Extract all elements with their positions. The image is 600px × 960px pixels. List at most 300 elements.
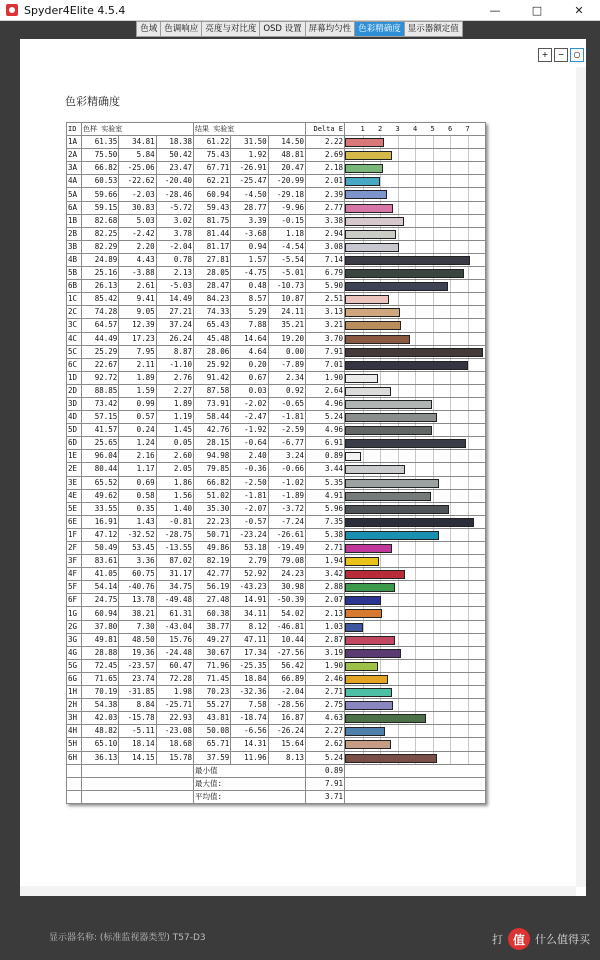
delta-e-value: 1.90 bbox=[306, 659, 345, 672]
zoom-in-icon[interactable]: + bbox=[538, 48, 552, 62]
measured-lab-value: -3.72 bbox=[268, 502, 305, 515]
patch-id: 6E bbox=[67, 515, 82, 528]
patch-id: 2A bbox=[67, 149, 82, 162]
reference-lab-value: 41.57 bbox=[82, 424, 119, 437]
measured-lab-value: 79.08 bbox=[268, 555, 305, 568]
measured-lab-value: 48.81 bbox=[268, 149, 305, 162]
reference-lab-value: 9.41 bbox=[119, 293, 156, 306]
reference-lab-value: 33.55 bbox=[82, 502, 119, 515]
delta-e-value: 2.75 bbox=[306, 699, 345, 712]
reference-lab-value: 70.19 bbox=[82, 686, 119, 699]
reference-lab-value: 85.42 bbox=[82, 293, 119, 306]
delta-e-bar-cell bbox=[345, 319, 486, 332]
measured-lab-value: -5.01 bbox=[268, 267, 305, 280]
measured-lab-value: 0.48 bbox=[231, 280, 268, 293]
patch-id: 1G bbox=[67, 607, 82, 620]
measured-lab-value: 0.94 bbox=[231, 240, 268, 253]
reference-lab-value: 61.31 bbox=[156, 607, 193, 620]
reference-lab-value: 1.89 bbox=[119, 371, 156, 384]
measured-lab-value: 5.29 bbox=[231, 306, 268, 319]
delta-e-value: 2.64 bbox=[306, 384, 345, 397]
reference-lab-value: 59.66 bbox=[82, 188, 119, 201]
delta-e-bar bbox=[345, 295, 389, 304]
delta-e-bar-cell bbox=[345, 411, 486, 424]
table-row bbox=[67, 633, 486, 646]
header-delta-e: Delta E bbox=[306, 123, 345, 136]
measured-lab-value: 35.30 bbox=[193, 502, 230, 515]
measured-lab-value: 70.23 bbox=[193, 686, 230, 699]
summary-label: 平均值: bbox=[193, 790, 305, 803]
patch-id: 2C bbox=[67, 306, 82, 319]
delta-e-value: 5.38 bbox=[306, 528, 345, 541]
measured-lab-value: -46.81 bbox=[268, 620, 305, 633]
reference-lab-value: 0.58 bbox=[119, 489, 156, 502]
delta-e-value: 2.94 bbox=[306, 227, 345, 240]
reference-lab-value: 41.05 bbox=[82, 568, 119, 581]
table-row bbox=[67, 502, 486, 515]
measured-lab-value: 2.79 bbox=[231, 555, 268, 568]
delta-e-value: 5.35 bbox=[306, 476, 345, 489]
summary-row bbox=[67, 777, 486, 790]
reference-lab-value: 2.60 bbox=[156, 450, 193, 463]
reference-lab-value: 50.42 bbox=[156, 149, 193, 162]
measured-lab-value: 94.98 bbox=[193, 450, 230, 463]
delta-e-bar bbox=[345, 714, 426, 723]
reference-lab-value: -3.88 bbox=[119, 267, 156, 280]
measured-lab-value: 15.64 bbox=[268, 738, 305, 751]
delta-e-bar bbox=[345, 256, 470, 265]
patch-id: 1B bbox=[67, 214, 82, 227]
reference-lab-value: -5.72 bbox=[156, 201, 193, 214]
measured-lab-value: 3.39 bbox=[231, 214, 268, 227]
reference-lab-value: 50.49 bbox=[82, 542, 119, 555]
summary-spacer bbox=[82, 764, 194, 777]
reference-lab-value: 8.84 bbox=[119, 699, 156, 712]
delta-e-value: 5.90 bbox=[306, 280, 345, 293]
measured-lab-value: 58.44 bbox=[193, 411, 230, 424]
tab-6[interactable]: 显示器额定值 bbox=[404, 21, 463, 37]
delta-e-bar-cell bbox=[345, 188, 486, 201]
measured-lab-value: 61.22 bbox=[193, 136, 230, 149]
measured-lab-value: 34.11 bbox=[231, 607, 268, 620]
table-row bbox=[67, 306, 486, 319]
patch-id: 2G bbox=[67, 620, 82, 633]
table-row bbox=[67, 424, 486, 437]
maximize-icon[interactable]: □ bbox=[531, 3, 543, 17]
measured-lab-value: 65.71 bbox=[193, 738, 230, 751]
measured-lab-value: 73.91 bbox=[193, 397, 230, 410]
reference-lab-value: -49.48 bbox=[156, 594, 193, 607]
measured-lab-value: 28.47 bbox=[193, 280, 230, 293]
measured-lab-value: 37.59 bbox=[193, 751, 230, 764]
reference-lab-value: 1.17 bbox=[119, 463, 156, 476]
reference-lab-value: 1.43 bbox=[119, 515, 156, 528]
delta-e-bar-cell bbox=[345, 712, 486, 725]
reference-lab-value: -25.06 bbox=[119, 162, 156, 175]
tick-label: 3 bbox=[395, 125, 400, 134]
tab-0[interactable]: 色域 bbox=[136, 21, 161, 37]
patch-id: 6B bbox=[67, 280, 82, 293]
measured-lab-value: -1.81 bbox=[268, 411, 305, 424]
reference-lab-value: 75.50 bbox=[82, 149, 119, 162]
patch-id: 3C bbox=[67, 319, 82, 332]
delta-e-bar bbox=[345, 479, 439, 488]
delta-e-bar-cell bbox=[345, 240, 486, 253]
reference-lab-value: -13.55 bbox=[156, 542, 193, 555]
reference-lab-value: 25.16 bbox=[82, 267, 119, 280]
delta-e-value: 2.71 bbox=[306, 686, 345, 699]
close-icon[interactable]: ✕ bbox=[574, 3, 584, 17]
patch-id: 5G bbox=[67, 659, 82, 672]
summary-bar-cell bbox=[345, 777, 486, 790]
delta-e-value: 2.46 bbox=[306, 672, 345, 685]
patch-id: 4B bbox=[67, 253, 82, 266]
measured-lab-value: 91.42 bbox=[193, 371, 230, 384]
measured-lab-value: 10.44 bbox=[268, 633, 305, 646]
delta-e-bar-cell bbox=[345, 293, 486, 306]
delta-e-bar-cell bbox=[345, 489, 486, 502]
measured-lab-value: -0.65 bbox=[268, 397, 305, 410]
reference-lab-value: 60.53 bbox=[82, 175, 119, 188]
reference-lab-value: 5.84 bbox=[119, 149, 156, 162]
delta-e-value: 3.13 bbox=[306, 306, 345, 319]
measured-lab-value: 81.44 bbox=[193, 227, 230, 240]
delta-e-bar-cell bbox=[345, 214, 486, 227]
tab-1[interactable]: 色调响应 bbox=[160, 21, 202, 37]
reference-lab-value: -5.03 bbox=[156, 280, 193, 293]
measured-lab-value: 71.45 bbox=[193, 672, 230, 685]
patch-id: 3B bbox=[67, 240, 82, 253]
measured-lab-value: -2.07 bbox=[231, 502, 268, 515]
summary-spacer bbox=[82, 777, 194, 790]
patch-id: 4H bbox=[67, 725, 82, 738]
reference-lab-value: 72.45 bbox=[82, 659, 119, 672]
measured-lab-value: -2.50 bbox=[231, 476, 268, 489]
window-controls bbox=[474, 0, 600, 20]
delta-e-bar-cell bbox=[345, 581, 486, 594]
table-row bbox=[67, 319, 486, 332]
delta-e-value: 0.89 bbox=[306, 450, 345, 463]
reference-lab-value: 34.75 bbox=[156, 581, 193, 594]
patch-id: 1C bbox=[67, 293, 82, 306]
reference-lab-value: 5.03 bbox=[119, 214, 156, 227]
table-row bbox=[67, 162, 486, 175]
table-row bbox=[67, 542, 486, 555]
measured-lab-value: 16.87 bbox=[268, 712, 305, 725]
measured-lab-value: 30.67 bbox=[193, 646, 230, 659]
tab-4[interactable]: 屏幕均匀性 bbox=[305, 21, 356, 37]
delta-e-bar bbox=[345, 243, 399, 252]
table-row bbox=[67, 175, 486, 188]
patch-id: 3H bbox=[67, 712, 82, 725]
delta-e-value: 2.07 bbox=[306, 594, 345, 607]
summary-value: 7.91 bbox=[306, 777, 345, 790]
delta-e-bar-cell bbox=[345, 345, 486, 358]
tab-3[interactable]: OSD 设置 bbox=[259, 21, 305, 37]
delta-e-value: 2.18 bbox=[306, 162, 345, 175]
measured-lab-value: 62.21 bbox=[193, 175, 230, 188]
patch-id: 1F bbox=[67, 528, 82, 541]
delta-e-bar-cell bbox=[345, 280, 486, 293]
delta-e-bar bbox=[345, 374, 378, 383]
measured-lab-value: 1.92 bbox=[231, 149, 268, 162]
delta-e-value: 2.87 bbox=[306, 633, 345, 646]
reference-lab-value: -2.03 bbox=[119, 188, 156, 201]
patch-id: 5B bbox=[67, 267, 82, 280]
reference-lab-value: 0.69 bbox=[119, 476, 156, 489]
table-row bbox=[67, 267, 486, 280]
table-row bbox=[67, 411, 486, 424]
reference-lab-value: 14.49 bbox=[156, 293, 193, 306]
delta-e-value: 1.03 bbox=[306, 620, 345, 633]
patch-id: 6F bbox=[67, 594, 82, 607]
delta-e-value: 3.21 bbox=[306, 319, 345, 332]
measured-lab-value: 2.40 bbox=[231, 450, 268, 463]
delta-e-bar bbox=[345, 675, 388, 684]
delta-e-bar-cell bbox=[345, 672, 486, 685]
delta-e-bar bbox=[345, 282, 448, 291]
measured-lab-value: -25.47 bbox=[231, 175, 268, 188]
measured-lab-value: 31.50 bbox=[231, 136, 268, 149]
delta-e-bar bbox=[345, 544, 392, 553]
table-row bbox=[67, 332, 486, 345]
patch-id: 2B bbox=[67, 227, 82, 240]
measured-lab-value: -2.04 bbox=[268, 686, 305, 699]
measured-lab-value: -32.36 bbox=[231, 686, 268, 699]
summary-spacer bbox=[67, 790, 82, 803]
measured-lab-value: 71.96 bbox=[193, 659, 230, 672]
reference-lab-value: 3.78 bbox=[156, 227, 193, 240]
table-row bbox=[67, 594, 486, 607]
table-row bbox=[67, 712, 486, 725]
delta-e-value: 3.70 bbox=[306, 332, 345, 345]
measured-lab-value: 81.17 bbox=[193, 240, 230, 253]
measured-lab-value: 27.81 bbox=[193, 253, 230, 266]
patch-id: 1A bbox=[67, 136, 82, 149]
delta-e-value: 6.79 bbox=[306, 267, 345, 280]
measured-lab-value: 87.58 bbox=[193, 384, 230, 397]
measured-lab-value: 14.91 bbox=[231, 594, 268, 607]
measured-lab-value: 59.43 bbox=[193, 201, 230, 214]
measured-lab-value: 4.64 bbox=[231, 345, 268, 358]
delta-e-bar-cell bbox=[345, 751, 486, 764]
table-row bbox=[67, 345, 486, 358]
vertical-scrollbar[interactable] bbox=[576, 67, 586, 887]
measured-lab-value: 0.67 bbox=[231, 371, 268, 384]
measured-lab-value: -0.36 bbox=[231, 463, 268, 476]
delta-e-bar-cell bbox=[345, 738, 486, 751]
delta-e-bar-cell bbox=[345, 136, 486, 149]
measured-lab-value: 17.34 bbox=[231, 646, 268, 659]
measured-lab-value: 56.19 bbox=[193, 581, 230, 594]
measured-lab-value: 8.13 bbox=[268, 751, 305, 764]
measured-lab-value: -0.57 bbox=[231, 515, 268, 528]
reference-lab-value: 1.45 bbox=[156, 424, 193, 437]
measured-lab-value: 42.76 bbox=[193, 424, 230, 437]
header-measured-lab: 结果 实验室 bbox=[193, 123, 305, 136]
patch-id: 5H bbox=[67, 738, 82, 751]
reference-lab-value: 60.94 bbox=[82, 607, 119, 620]
measured-lab-value: -25.35 bbox=[231, 659, 268, 672]
patch-id: 4D bbox=[67, 411, 82, 424]
tick-label: 7 bbox=[465, 125, 470, 134]
tab-2[interactable]: 亮度与对比度 bbox=[201, 21, 260, 37]
zoom-fit-icon[interactable]: ○ bbox=[570, 48, 584, 62]
delta-e-bar bbox=[345, 465, 405, 474]
table-row bbox=[67, 463, 486, 476]
delta-e-value: 3.08 bbox=[306, 240, 345, 253]
delta-e-bar bbox=[345, 335, 410, 344]
reference-lab-value: 49.81 bbox=[82, 633, 119, 646]
reference-lab-value: 15.78 bbox=[156, 751, 193, 764]
measured-lab-value: 43.81 bbox=[193, 712, 230, 725]
table-row bbox=[67, 397, 486, 410]
delta-e-bar-cell bbox=[345, 306, 486, 319]
reference-lab-value: 25.65 bbox=[82, 437, 119, 450]
table-row bbox=[67, 437, 486, 450]
delta-e-bar bbox=[345, 518, 474, 527]
table-row bbox=[67, 476, 486, 489]
delta-e-bar bbox=[345, 727, 385, 736]
reference-lab-value: 73.42 bbox=[82, 397, 119, 410]
delta-e-bar-cell bbox=[345, 594, 486, 607]
reference-lab-value: 34.81 bbox=[119, 136, 156, 149]
reference-lab-value: 60.75 bbox=[119, 568, 156, 581]
delta-e-bar-cell bbox=[345, 450, 486, 463]
tick-label: 4 bbox=[413, 125, 418, 134]
delta-e-bar bbox=[345, 649, 401, 658]
delta-e-value: 2.69 bbox=[306, 149, 345, 162]
delta-e-bar bbox=[345, 492, 431, 501]
print-button[interactable]: 打 bbox=[492, 933, 503, 946]
reference-lab-value: 22.93 bbox=[156, 712, 193, 725]
reference-lab-value: -40.76 bbox=[119, 581, 156, 594]
delta-e-bar bbox=[345, 217, 404, 226]
patch-id: 6G bbox=[67, 672, 82, 685]
measured-lab-value: 7.88 bbox=[231, 319, 268, 332]
measured-lab-value: -1.92 bbox=[231, 424, 268, 437]
delta-e-bar-cell bbox=[345, 227, 486, 240]
reference-lab-value: 31.17 bbox=[156, 568, 193, 581]
measured-lab-value: 18.84 bbox=[231, 672, 268, 685]
reference-lab-value: 65.52 bbox=[82, 476, 119, 489]
reference-lab-value: 4.43 bbox=[119, 253, 156, 266]
delta-e-bar-cell bbox=[345, 568, 486, 581]
reference-lab-value: 0.35 bbox=[119, 502, 156, 515]
reference-lab-value: 38.21 bbox=[119, 607, 156, 620]
delta-e-bar-cell bbox=[345, 686, 486, 699]
measured-lab-value: -26.61 bbox=[268, 528, 305, 541]
reference-lab-value: 24.89 bbox=[82, 253, 119, 266]
delta-e-bar bbox=[345, 636, 395, 645]
measured-lab-value: 10.87 bbox=[268, 293, 305, 306]
zoom-out-icon[interactable]: − bbox=[554, 48, 568, 62]
table-row bbox=[67, 293, 486, 306]
patch-id: 2H bbox=[67, 699, 82, 712]
reference-lab-value: 18.68 bbox=[156, 738, 193, 751]
measured-lab-value: 79.85 bbox=[193, 463, 230, 476]
measured-lab-value: 82.19 bbox=[193, 555, 230, 568]
watermark-text: 什么值得买 bbox=[535, 933, 590, 946]
reference-lab-value: 49.62 bbox=[82, 489, 119, 502]
measured-lab-value: 67.71 bbox=[193, 162, 230, 175]
delta-e-bar-cell bbox=[345, 620, 486, 633]
reference-lab-value: -23.57 bbox=[119, 659, 156, 672]
reference-lab-value: -31.85 bbox=[119, 686, 156, 699]
reference-lab-value: 7.30 bbox=[119, 620, 156, 633]
minimize-icon[interactable]: — bbox=[489, 3, 501, 17]
delta-e-bar bbox=[345, 740, 391, 749]
measured-lab-value: 42.77 bbox=[193, 568, 230, 581]
measured-lab-value: 65.43 bbox=[193, 319, 230, 332]
measured-lab-value: 28.05 bbox=[193, 267, 230, 280]
reference-lab-value: 48.82 bbox=[82, 725, 119, 738]
measured-lab-value: 56.42 bbox=[268, 659, 305, 672]
measured-lab-value: -0.15 bbox=[268, 214, 305, 227]
reference-lab-value: 26.24 bbox=[156, 332, 193, 345]
reference-lab-value: 9.05 bbox=[119, 306, 156, 319]
measured-lab-value: 24.11 bbox=[268, 306, 305, 319]
reference-lab-value: -32.52 bbox=[119, 528, 156, 541]
reference-lab-value: 0.99 bbox=[119, 397, 156, 410]
measured-lab-value: -10.73 bbox=[268, 280, 305, 293]
reference-lab-value: 71.65 bbox=[82, 672, 119, 685]
measured-lab-value: 2.34 bbox=[268, 371, 305, 384]
reference-lab-value: 2.16 bbox=[119, 450, 156, 463]
tab-5[interactable]: 色彩精确度 bbox=[354, 21, 405, 37]
delta-e-bar-cell bbox=[345, 542, 486, 555]
table-row bbox=[67, 214, 486, 227]
delta-e-value: 2.39 bbox=[306, 188, 345, 201]
summary-label: 最小值 bbox=[193, 764, 305, 777]
delta-e-value: 2.51 bbox=[306, 293, 345, 306]
measured-lab-value: 0.00 bbox=[268, 345, 305, 358]
tick-label: 6 bbox=[448, 125, 453, 134]
delta-e-value: 5.24 bbox=[306, 751, 345, 764]
measured-lab-value: 47.11 bbox=[231, 633, 268, 646]
reference-lab-value: 8.87 bbox=[156, 345, 193, 358]
delta-e-bar bbox=[345, 308, 400, 317]
patch-id: 1E bbox=[67, 450, 82, 463]
table-row bbox=[67, 528, 486, 541]
reference-lab-value: 88.85 bbox=[82, 384, 119, 397]
delta-e-bar bbox=[345, 754, 437, 763]
horizontal-scrollbar[interactable] bbox=[20, 886, 576, 896]
reference-lab-value: 18.38 bbox=[156, 136, 193, 149]
measured-lab-value: 52.92 bbox=[231, 568, 268, 581]
reference-lab-value: -2.42 bbox=[119, 227, 156, 240]
measured-lab-value: 8.12 bbox=[231, 620, 268, 633]
delta-e-bar bbox=[345, 505, 449, 514]
delta-e-bar-cell bbox=[345, 463, 486, 476]
measured-lab-value: -5.54 bbox=[268, 253, 305, 266]
reference-lab-value: 59.15 bbox=[82, 201, 119, 214]
delta-e-bar-cell bbox=[345, 162, 486, 175]
reference-lab-value: 15.76 bbox=[156, 633, 193, 646]
measured-lab-value: 50.71 bbox=[193, 528, 230, 541]
measured-lab-value: 14.64 bbox=[231, 332, 268, 345]
reference-lab-value: 17.23 bbox=[119, 332, 156, 345]
measured-lab-value: -27.56 bbox=[268, 646, 305, 659]
reference-lab-value: 0.24 bbox=[119, 424, 156, 437]
measured-lab-value: 75.43 bbox=[193, 149, 230, 162]
reference-lab-value: -22.62 bbox=[119, 175, 156, 188]
measured-lab-value: -6.56 bbox=[231, 725, 268, 738]
measured-lab-value: -50.39 bbox=[268, 594, 305, 607]
delta-e-bar bbox=[345, 400, 432, 409]
summary-spacer bbox=[67, 777, 82, 790]
reference-lab-value: 30.83 bbox=[119, 201, 156, 214]
